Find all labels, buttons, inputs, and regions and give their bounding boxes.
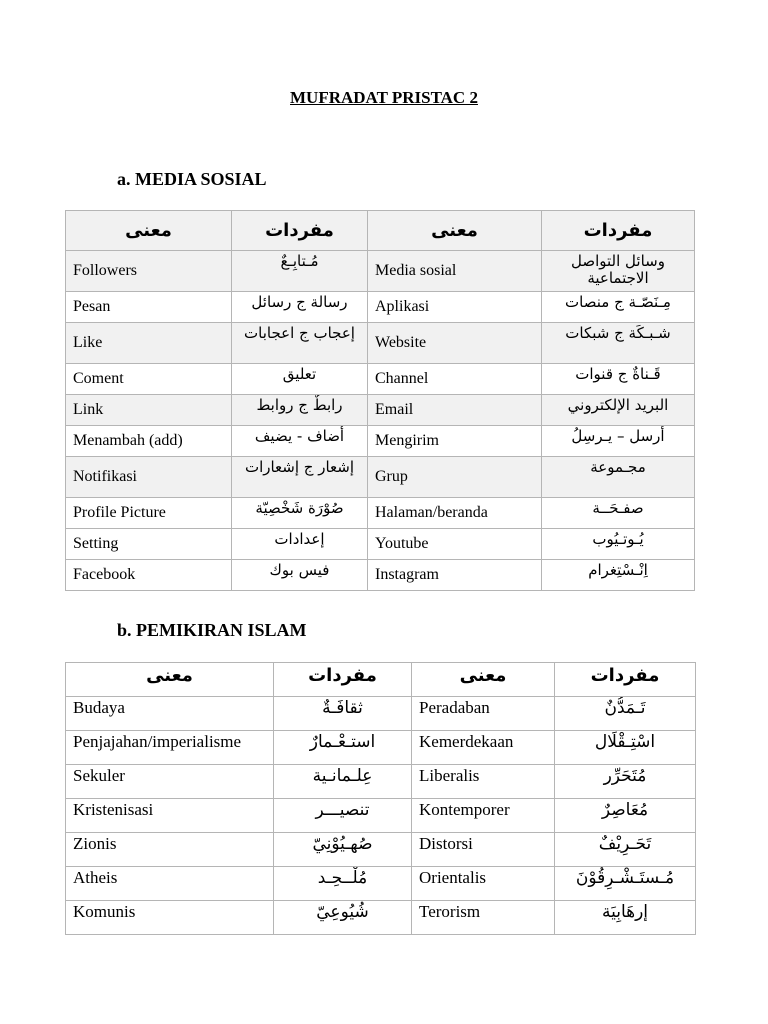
header-meaning: معنى: [412, 663, 555, 697]
meaning-cell: Sekuler: [66, 765, 274, 799]
vocabulary-cell: مُـستَـشْـرِقُوْنَ: [555, 867, 696, 901]
vocabulary-cell: تَـمَدُّنٌ: [555, 697, 696, 731]
vocabulary-cell: إعدادات: [232, 529, 368, 560]
meaning-cell: Peradaban: [412, 697, 555, 731]
vocabulary-cell: أضاف - يضيف: [232, 426, 368, 457]
meaning-cell: Distorsi: [412, 833, 555, 867]
meaning-cell: Orientalis: [412, 867, 555, 901]
vocabulary-table-media-sosial: [65, 210, 695, 591]
meaning-cell: Atheis: [66, 867, 274, 901]
vocabulary-cell: صُوْرَة شَخْصِيّة: [232, 498, 368, 529]
vocabulary-cell: استـعْـمارٌ: [274, 731, 412, 765]
meaning-cell: Komunis: [66, 901, 274, 935]
meaning-cell: Profile Picture: [66, 498, 232, 529]
vocabulary-cell: اِنْـسْتِغرام: [542, 560, 695, 591]
meaning-cell: Instagram: [368, 560, 542, 591]
table-row: [66, 560, 695, 591]
vocabulary-cell: مُلْــحِـد: [274, 867, 412, 901]
table-row: [66, 364, 695, 395]
vocabulary-cell: وسائل التواصل الاجتماعية: [542, 251, 695, 292]
table-row: [66, 799, 696, 833]
meaning-cell: Youtube: [368, 529, 542, 560]
meaning-cell: Aplikasi: [368, 292, 542, 323]
meaning-cell: Link: [66, 395, 232, 426]
meaning-cell: Like: [66, 323, 232, 364]
vocabulary-cell: مُعَاصِرٌ: [555, 799, 696, 833]
meaning-cell: Setting: [66, 529, 232, 560]
table-row: [66, 833, 696, 867]
header-vocabulary: مفردات: [274, 663, 412, 697]
vocabulary-cell: شُيُوعِيّ: [274, 901, 412, 935]
meaning-cell: Kemerdekaan: [412, 731, 555, 765]
table-row: [66, 323, 695, 364]
meaning-cell: Grup: [368, 457, 542, 498]
table-row: [66, 731, 696, 765]
meaning-cell: Menambah (add): [66, 426, 232, 457]
table-row: [66, 901, 696, 935]
vocabulary-cell: شـبـكَة ج شبكات: [542, 323, 695, 364]
vocabulary-cell: مِـنَصّـة ج منصات: [542, 292, 695, 323]
vocabulary-cell: مُتَحَرِّر: [555, 765, 696, 799]
header-vocabulary: مفردات: [232, 211, 368, 251]
meaning-cell: Website: [368, 323, 542, 364]
table-header-row: [66, 211, 695, 251]
vocabulary-cell: إعجاب ج اعجابات: [232, 323, 368, 364]
vocabulary-cell: مُـتابِـعٌ: [232, 251, 368, 292]
header-vocabulary: مفردات: [555, 663, 696, 697]
meaning-cell: Mengirim: [368, 426, 542, 457]
vocabulary-cell: يُـوتـيُوب: [542, 529, 695, 560]
vocabulary-cell: صُهـيُوْنِيّ: [274, 833, 412, 867]
vocabulary-cell: اسْتِـقْلَال: [555, 731, 696, 765]
vocabulary-cell: رسالة ج رسائل: [232, 292, 368, 323]
vocabulary-cell: ثقافَـةٌ: [274, 697, 412, 731]
header-meaning: معنى: [66, 663, 274, 697]
table-row: [66, 697, 696, 731]
table-row: [66, 426, 695, 457]
vocabulary-cell: قَـناةٌ ج قنوات: [542, 364, 695, 395]
table-row: [66, 498, 695, 529]
meaning-cell: Liberalis: [412, 765, 555, 799]
meaning-cell: Followers: [66, 251, 232, 292]
meaning-cell: Notifikasi: [66, 457, 232, 498]
header-meaning: معنى: [368, 211, 542, 251]
vocabulary-cell: إرهَابِيَة: [555, 901, 696, 935]
table-header-row: [66, 663, 696, 697]
vocabulary-cell: مجـموعة: [542, 457, 695, 498]
meaning-cell: Email: [368, 395, 542, 426]
table-row: [66, 395, 695, 426]
table-row: [66, 867, 696, 901]
vocabulary-cell: فيس بوك: [232, 560, 368, 591]
section-heading-media-sosial: a. MEDIA SOSIAL: [117, 169, 267, 189]
meaning-cell: Budaya: [66, 697, 274, 731]
page-title: MUFRADAT PRISTAC 2: [290, 88, 478, 107]
table-row: [66, 292, 695, 323]
meaning-cell: Terorism: [412, 901, 555, 935]
meaning-cell: Kontemporer: [412, 799, 555, 833]
meaning-cell: Channel: [368, 364, 542, 395]
header-vocabulary: مفردات: [542, 211, 695, 251]
vocabulary-cell: البريد الإلكتروني: [542, 395, 695, 426]
vocabulary-cell: تَحَـرِيْفٌ: [555, 833, 696, 867]
vocabulary-table-pemikiran-islam: [65, 662, 696, 935]
vocabulary-cell: عِلـمانـية: [274, 765, 412, 799]
meaning-cell: Media sosial: [368, 251, 542, 292]
meaning-cell: Pesan: [66, 292, 232, 323]
vocabulary-cell: رابطٌ ج روابط: [232, 395, 368, 426]
meaning-cell: Halaman/beranda: [368, 498, 542, 529]
table-row: [66, 251, 695, 292]
meaning-cell: Penjajahan/imperialisme: [66, 731, 274, 765]
vocabulary-cell: أرسل – يـرسِلُ: [542, 426, 695, 457]
table-row: [66, 765, 696, 799]
meaning-cell: Kristenisasi: [66, 799, 274, 833]
table-row: [66, 529, 695, 560]
vocabulary-cell: إشعار ج إشعارات: [232, 457, 368, 498]
meaning-cell: Facebook: [66, 560, 232, 591]
section-heading-pemikiran-islam: b. PEMIKIRAN ISLAM: [117, 620, 307, 640]
vocabulary-cell: صفـحَــة: [542, 498, 695, 529]
vocabulary-cell: تنصيـــر: [274, 799, 412, 833]
table-row: [66, 457, 695, 498]
vocabulary-cell: تعليق: [232, 364, 368, 395]
header-meaning: معنى: [66, 211, 232, 251]
meaning-cell: Coment: [66, 364, 232, 395]
meaning-cell: Zionis: [66, 833, 274, 867]
